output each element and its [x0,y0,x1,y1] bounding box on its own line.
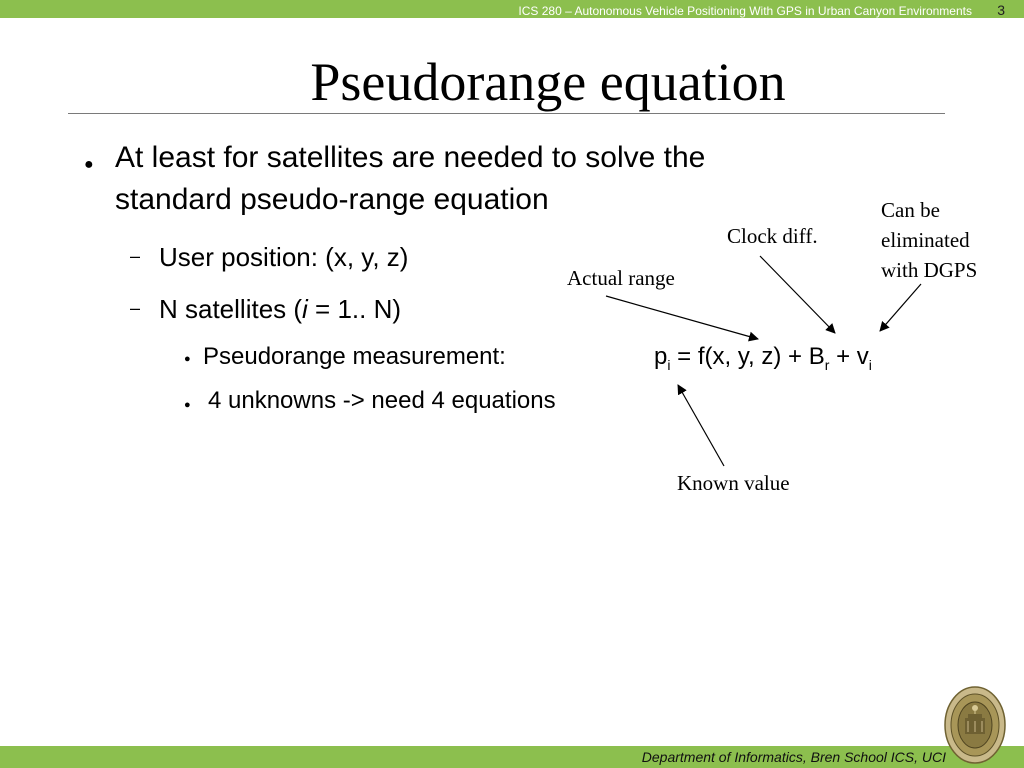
arrow-clock-diff [760,256,835,333]
annotation-known-value: Known value [677,471,790,495]
arrow-actual-range [606,296,758,339]
annotation-actual-range: Actual range [567,266,675,290]
slide-title: Pseudorange equation [310,52,786,112]
eq-p-sub: i [667,356,671,373]
annotation-with-dgps: with DGPS [881,258,978,282]
eq-v-sub: i [868,356,872,373]
annotation-clock-diff: Clock diff. [727,224,818,248]
dash-icon: – [130,298,141,318]
n-satellites-before: N satellites ( [159,294,303,324]
arrow-dgps [880,284,921,331]
bullet-unknowns: 4 unknowns -> need 4 equations [208,387,556,414]
annotation-can-be: Can be [881,198,940,222]
n-satellites-index: i [302,294,308,324]
bullet-main-line1: At least for satellites are needed to solve the [115,141,706,174]
arrow-known-value [678,385,724,466]
footer-department: Department of Informatics, Bren School ICS, UCI [641,749,946,765]
eq-middle: = f(x, y, z) + B [670,343,825,370]
slide-number: 3 [997,2,1005,18]
course-title: ICS 280 – Autonomous Vehicle Positioning With GPS in Urban Canyon Environments [518,4,972,18]
n-satellites-after: = 1.. N) [307,294,402,324]
dash-icon: – [130,246,141,266]
bullet-pseudorange-measurement: Pseudorange measurement: [203,343,506,370]
bullet-dot-icon: ● [184,353,191,365]
university-seal-icon [944,684,1006,766]
eq-p: p [654,343,668,370]
annotation-eliminated: eliminated [881,228,970,252]
bullet-user-position: User position: (x, y, z) [159,242,409,272]
eq-plus-v: + v [829,343,869,370]
bullet-dot-icon: ● [184,399,191,411]
bullet-main-line2: standard pseudo-range equation [115,183,549,216]
eq-b-sub: r [824,356,830,373]
bullet-dot-icon: ● [84,156,94,173]
